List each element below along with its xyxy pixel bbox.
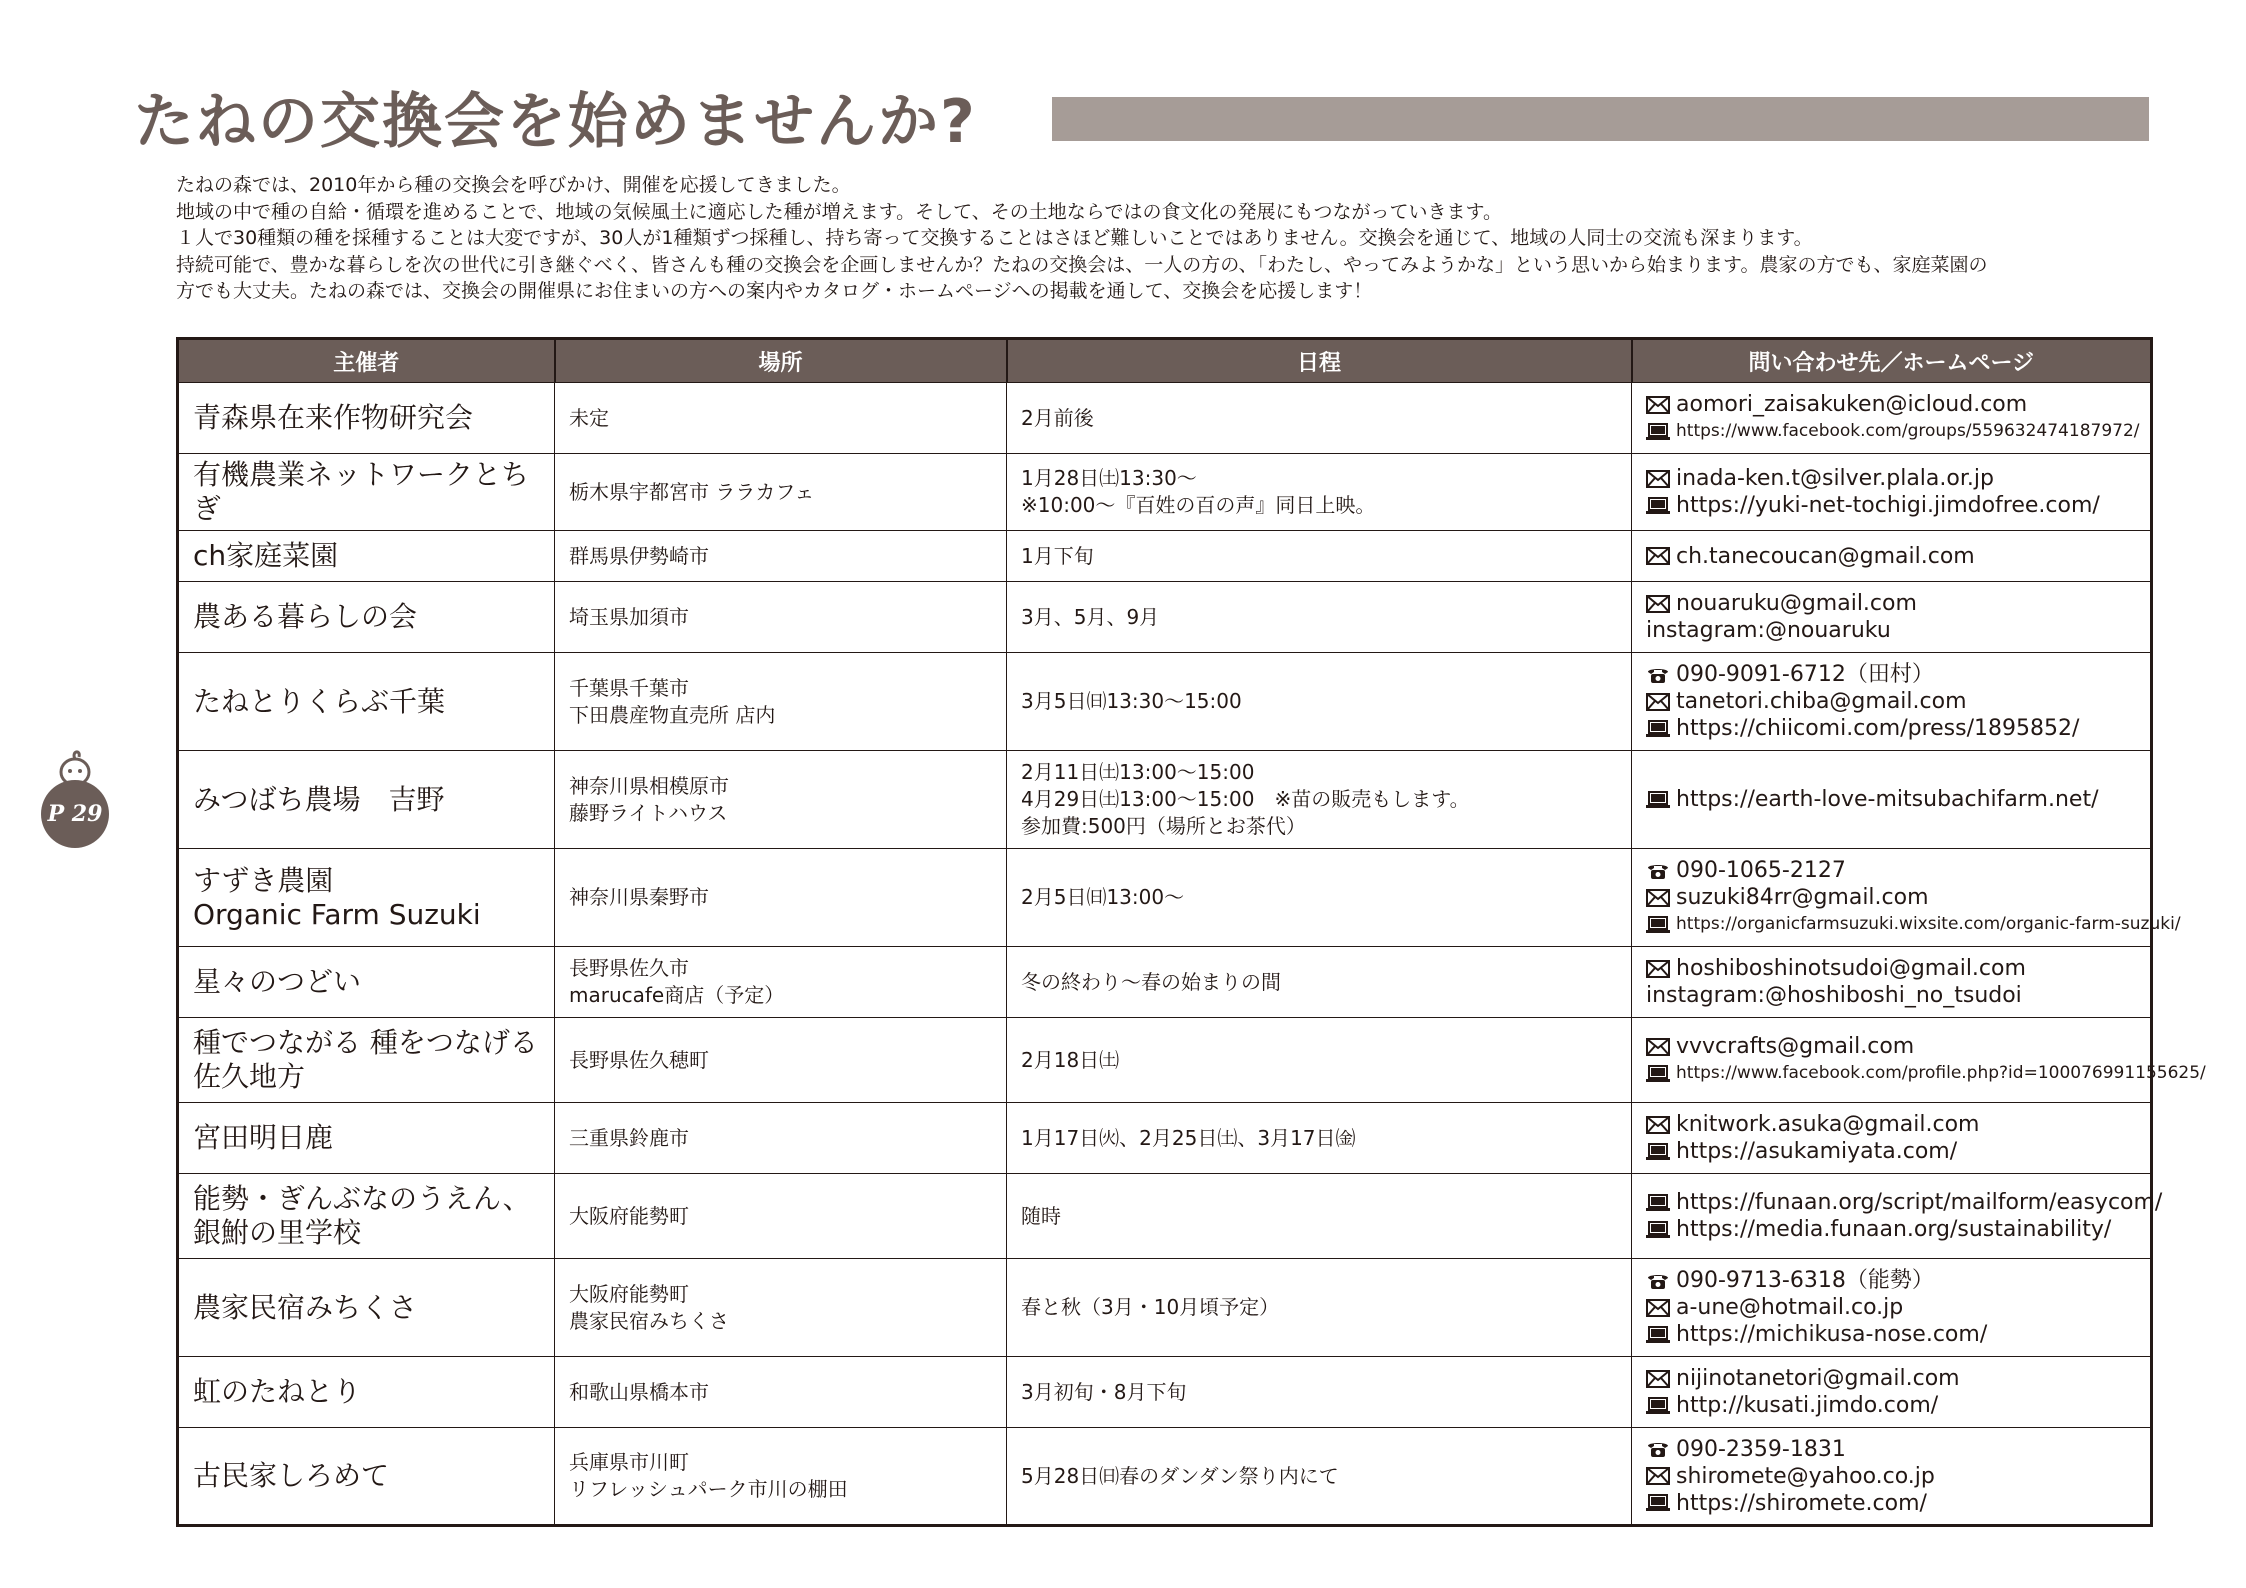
- table-row: [178, 531, 2152, 582]
- website-link[interactable]: https://media.funaan.org/sustainability/: [1676, 1217, 2112, 1242]
- contact-line: [1646, 688, 2136, 715]
- contact-line: [1646, 955, 2136, 982]
- place-cell-line: 兵庫県市川町: [569, 1450, 689, 1474]
- header-place: 場所: [555, 339, 1007, 383]
- website-link[interactable]: https://earth-love-mitsubachifarm.net/: [1676, 787, 2099, 812]
- mail-icon: [1646, 693, 1676, 711]
- schedule-cell: [1007, 454, 1632, 531]
- contact-line: [1646, 1463, 2136, 1490]
- contact-cell: [1632, 947, 2152, 1018]
- computer-icon: [1646, 916, 1676, 934]
- place-cell-line: 神奈川県秦野市: [569, 885, 709, 909]
- contact-cell: [1632, 1018, 2206, 1103]
- table-row: [178, 383, 2152, 454]
- website-link[interactable]: https://shiromete.com/: [1676, 1490, 1927, 1516]
- place-cell-line: 下田農産物直売所 店内: [569, 702, 776, 727]
- schedule-cell-line: 参加費:500円（場所とお茶代）: [1021, 814, 1306, 838]
- intro-line: 方でも大丈夫。たねの森では、交換会の開催県にお住まいの方への案内やカタログ・ホームページへの掲載を通して、交換会を応援します！: [176, 280, 1373, 302]
- organizer-cell: [178, 531, 555, 582]
- place-cell: [555, 1018, 1007, 1103]
- contact-cell: [1632, 849, 2181, 947]
- email-link[interactable]: knitwork.asuka@gmail.com: [1676, 1112, 1980, 1137]
- schedule-cell: [1007, 531, 1632, 582]
- organizer-cell-line: すずき農園: [193, 863, 334, 897]
- schedule-cell-line: 4月29日㈯13:00～15:00 ※苗の販売もします。: [1021, 787, 1470, 811]
- contact-cell: [1632, 1174, 2163, 1259]
- computer-icon: [1646, 1494, 1676, 1512]
- table-row: [178, 582, 2152, 653]
- intro-line: １人で30種類の種を採種することは大変ですが、30人が1種類ずつ採種し、持ち寄って交換することはさほど難しいことではありません。交換会を通じて、地域の人同士の交流も深まります。: [176, 227, 1813, 249]
- phone-number: 090-1065-2127: [1676, 858, 1846, 883]
- contact-cell: [1632, 383, 2152, 454]
- page-number: P 29: [41, 780, 109, 848]
- organizer-cell-line: 能勢・ぎんぶなのうえん、: [193, 1182, 531, 1215]
- place-cell-line: 長野県佐久市: [569, 956, 689, 980]
- website-link[interactable]: https://yuki-net-tochigi.jimdofree.com/: [1676, 493, 2100, 518]
- table-row: [178, 653, 2152, 751]
- computer-icon: [1646, 791, 1676, 809]
- organizer-cell: [178, 1174, 555, 1259]
- organizer-cell-line: みつばち農場 吉野: [193, 782, 445, 816]
- place-cell: [555, 531, 1007, 582]
- email-link[interactable]: hoshiboshinotsudoi@gmail.com: [1676, 956, 2026, 981]
- mail-icon: [1646, 396, 1676, 414]
- schedule-cell-line: 2月11日㈯13:00～15:00: [1021, 760, 1255, 784]
- organizer-cell: [178, 1018, 555, 1103]
- schedule-cell: [1007, 1357, 1632, 1428]
- place-cell: [555, 653, 1007, 751]
- mail-icon: [1646, 470, 1676, 488]
- schedule-cell: [1007, 1259, 1632, 1357]
- page-number-badge: [41, 748, 109, 848]
- organizer-cell-line: 古民家しろめて: [193, 1459, 390, 1492]
- phone-icon: [1646, 1440, 1676, 1458]
- website-link[interactable]: https://asukamiyata.com/: [1676, 1139, 1958, 1164]
- place-cell: [555, 947, 1007, 1018]
- phone-number: 090-9713-6318（能勢）: [1676, 1268, 1934, 1293]
- contact-line: [1646, 391, 2136, 418]
- contact-line: [1646, 1216, 2136, 1243]
- place-cell-line: 埼玉県加須市: [569, 604, 689, 629]
- place-cell-line: 未定: [569, 405, 609, 430]
- organizer-cell: [178, 1259, 555, 1357]
- organizer-cell-line: 虹のたねとり: [193, 1375, 362, 1408]
- email-link[interactable]: ch.tanecoucan@gmail.com: [1676, 543, 1975, 569]
- organizer-cell-line: 農家民宿みちくさ: [193, 1290, 418, 1324]
- place-cell-line: 群馬県伊勢崎市: [569, 543, 709, 568]
- table-row: [178, 751, 2152, 849]
- intro-line: 地域の中で種の自給・循環を進めることで、地域の気候風土に適応した種が増えます。そして、その土地ならではの食文化の発展にもつながっていきます。: [176, 200, 1503, 223]
- place-cell-line: 大阪府能勢町: [569, 1203, 689, 1228]
- schedule-cell-line: 春と秋（3月・10月頃予定）: [1021, 1295, 1280, 1319]
- email-link[interactable]: shiromete@yahoo.co.jp: [1676, 1463, 1935, 1489]
- place-cell-line: リフレッシュパーク市川の棚田: [569, 1477, 848, 1501]
- mail-icon: [1646, 1038, 1676, 1056]
- computer-icon: [1646, 1397, 1676, 1415]
- email-link[interactable]: aomori_zaisakuken@icloud.com: [1676, 392, 2028, 417]
- place-cell-line: 千葉県千葉市: [569, 675, 689, 700]
- table-row: [178, 1174, 2152, 1259]
- mail-icon: [1646, 960, 1676, 978]
- organizer-cell-line: たねとりくらぶ千葉: [193, 684, 446, 718]
- contact-line: [1646, 1490, 2136, 1517]
- schedule-cell-line: 3月、5月、9月: [1021, 604, 1160, 629]
- contact-line: [1646, 715, 2136, 742]
- contact-line: [1646, 590, 2136, 617]
- organizer-cell-line: 青森県在来作物研究会: [193, 401, 474, 434]
- computer-icon: [1646, 1326, 1676, 1344]
- table-row: [178, 454, 2152, 531]
- contact-line: [1646, 1033, 2136, 1060]
- email-link[interactable]: inada-ken.t@silver.plala.or.jp: [1676, 466, 1994, 491]
- place-cell: [555, 1428, 1007, 1526]
- organizer-cell: [178, 1103, 555, 1174]
- organizer-cell-line: 宮田明日鹿: [193, 1121, 334, 1154]
- website-link[interactable]: https://chiicomi.com/press/1895852/: [1676, 716, 2080, 741]
- mail-icon: [1646, 1116, 1676, 1134]
- contact-line: [1646, 1436, 2136, 1463]
- place-cell-line: 三重県鈴鹿市: [569, 1125, 689, 1150]
- table-row: [178, 849, 2152, 947]
- organizer-cell-line: 種でつながる 種をつなげる: [193, 1026, 538, 1059]
- organizer-cell: [178, 751, 555, 849]
- place-cell: [555, 751, 1007, 849]
- place-cell-line: 和歌山県橋本市: [569, 1379, 709, 1404]
- computer-icon: [1646, 423, 1676, 441]
- contact-cell: [1632, 1103, 2152, 1174]
- contact-line: [1646, 1111, 2136, 1138]
- computer-icon: [1646, 720, 1676, 738]
- intro-line: 持続可能で、豊かな暮らしを次の世代に引き継ぐべく、皆さんも種の交換会を企画しませんか？たねの交換会は、一人の方の、「わたし、やってみようかな」という思いから始まります。農家の方でも、家庭菜園の: [176, 253, 1988, 276]
- organizer-cell-line: 星々のつどい: [193, 965, 362, 998]
- contact-line: [1646, 1294, 2136, 1321]
- schedule-cell: [1007, 947, 1632, 1018]
- contact-line: [1646, 1138, 2136, 1165]
- contact-cell: [1632, 1428, 2152, 1526]
- header-schedule: 日程: [1007, 339, 1632, 383]
- contact-cell: [1632, 653, 2152, 751]
- contact-line: [1646, 1267, 2136, 1294]
- contact-line: [1646, 911, 2181, 938]
- schedule-cell: [1007, 383, 1632, 454]
- organizer-cell: [178, 653, 555, 751]
- email-link[interactable]: suzuki84rr@gmail.com: [1676, 885, 1929, 910]
- schedule-cell-line: 2月18日㈯: [1021, 1047, 1120, 1072]
- header-contact: 問い合わせ先／ホームページ: [1632, 339, 2152, 383]
- place-cell-line: 神奈川県相模原市: [569, 773, 729, 798]
- place-cell: [555, 849, 1007, 947]
- table-row: [178, 1259, 2152, 1357]
- email-link[interactable]: a-une@hotmail.co.jp: [1676, 1295, 1904, 1320]
- website-link[interactable]: https://funaan.org/script/mailform/easycom/: [1676, 1190, 2163, 1215]
- contact-line: [1646, 418, 2140, 445]
- place-cell-line: 大阪府能勢町: [569, 1281, 689, 1306]
- organizer-cell: [178, 947, 555, 1018]
- place-cell: [555, 454, 1007, 531]
- schedule-cell-line: 1月下旬: [1021, 543, 1094, 568]
- table-row: [178, 1018, 2152, 1103]
- schedule-cell: [1007, 849, 1632, 947]
- email-link[interactable]: tanetori.chiba@gmail.com: [1676, 689, 1967, 714]
- schedule-cell-line: 1月28日㈯13:30～: [1021, 466, 1197, 490]
- schedule-cell-line: 5月28日㈰春のダンダン祭り内にて: [1021, 1463, 1339, 1488]
- contact-line: [1646, 982, 2136, 1009]
- table-body: [178, 383, 2206, 1526]
- schedule-cell-line: 3月5日㈰13:30～15:00: [1021, 689, 1242, 713]
- contact-line: [1646, 786, 2136, 813]
- contact-line: [1646, 1189, 2163, 1216]
- contact-line: [1646, 857, 2136, 884]
- header-organizer: 主催者: [178, 339, 555, 383]
- schedule-cell-line: 2月前後: [1021, 405, 1094, 430]
- place-cell: [555, 582, 1007, 653]
- contact-line: [1646, 1365, 2136, 1392]
- email-link[interactable]: nijinotanetori@gmail.com: [1676, 1366, 1960, 1391]
- schedule-cell: [1007, 1428, 1632, 1526]
- schedule-cell: [1007, 1174, 1632, 1259]
- intro-text: [176, 172, 2151, 305]
- organizer-cell: [178, 1357, 555, 1428]
- place-cell-line: 長野県佐久穂町: [569, 1047, 709, 1072]
- phone-number: 090-9091-6712（田村）: [1676, 662, 1934, 687]
- title-decoration-bar: [1052, 97, 2149, 141]
- contact-line: [1646, 1321, 2136, 1348]
- place-cell: [555, 1259, 1007, 1357]
- organizer-cell: [178, 849, 555, 947]
- place-cell-line: 栃木県宇都宮市 ララカフェ: [569, 479, 815, 504]
- contact-cell: [1632, 582, 2152, 653]
- mail-icon: [1646, 547, 1676, 565]
- contact-line: [1646, 492, 2136, 519]
- schedule-cell-line: ※10:00～『百姓の百の声』同日上映。: [1021, 493, 1376, 517]
- contact-cell: [1632, 531, 2152, 582]
- computer-icon: [1646, 497, 1676, 515]
- phone-icon: [1646, 1272, 1676, 1290]
- schedule-cell-line: 1月17日㈫、2月25日㈯、3月17日㈮: [1021, 1125, 1356, 1150]
- computer-icon: [1646, 1194, 1676, 1212]
- contact-line: [1646, 465, 2136, 492]
- schedule-cell: [1007, 582, 1632, 653]
- phone-icon: [1646, 666, 1676, 684]
- contact-cell: [1632, 751, 2152, 849]
- mail-icon: [1646, 1370, 1676, 1388]
- schedule-cell-line: 随時: [1021, 1203, 1061, 1228]
- organizer-cell: [178, 582, 555, 653]
- organizer-cell-line: 佐久地方: [193, 1060, 306, 1093]
- table-row: [178, 1103, 2152, 1174]
- sns-account: instagram:@hoshiboshi_no_tsudoi: [1646, 983, 2022, 1008]
- organizer-cell: [178, 383, 555, 454]
- mail-icon: [1646, 889, 1676, 907]
- schedule-cell-line: 3月初旬・8月下旬: [1021, 1379, 1187, 1404]
- sns-account: instagram:@nouaruku: [1646, 618, 1891, 643]
- schedule-cell-line: 冬の終わり～春の始まりの間: [1021, 969, 1281, 994]
- schedule-cell: [1007, 751, 1632, 849]
- organizer-cell-line: ch家庭菜園: [193, 539, 339, 572]
- organizer-cell-line: 銀鮒の里学校: [193, 1216, 362, 1249]
- table-row: [178, 1357, 2152, 1428]
- mail-icon: [1646, 1467, 1676, 1485]
- computer-icon: [1646, 1143, 1676, 1161]
- mail-icon: [1646, 1299, 1676, 1317]
- email-link[interactable]: vvvcrafts@gmail.com: [1676, 1034, 1915, 1059]
- schedule-cell-line: 2月5日㈰13:00～: [1021, 885, 1185, 909]
- phone-icon: [1646, 862, 1676, 880]
- website-link[interactable]: https://organicfarmsuzuki.wixsite.com/organic-farm-suzuki/: [1676, 914, 2181, 934]
- organizer-cell-line: 有機農業ネットワークとちぎ: [193, 458, 530, 525]
- website-link[interactable]: https://www.facebook.com/profile.php?id=100076991155625/: [1676, 1063, 2206, 1083]
- place-cell: [555, 1174, 1007, 1259]
- computer-icon: [1646, 1221, 1676, 1239]
- place-cell-line: 農家民宿みちくさ: [569, 1308, 729, 1333]
- contact-line: [1646, 1060, 2206, 1087]
- page-title: たねの交換会を始めませんか?: [134, 87, 977, 157]
- organizer-cell: [178, 1428, 555, 1526]
- phone-number: 090-2359-1831: [1676, 1436, 1846, 1462]
- schedule-cell: [1007, 1018, 1632, 1103]
- contact-line: [1646, 884, 2136, 911]
- contact-cell: [1632, 454, 2152, 531]
- website-link[interactable]: http://kusati.jimdo.com/: [1676, 1393, 1939, 1418]
- website-link[interactable]: https://www.facebook.com/groups/559632474187972/: [1676, 421, 2140, 441]
- intro-line: たねの森では、2010年から種の交換会を呼びかけ、開催を応援してきました。: [176, 174, 851, 196]
- website-link[interactable]: https://michikusa-nose.com/: [1676, 1322, 1988, 1347]
- contact-line: [1646, 543, 2136, 570]
- table-row: [178, 1428, 2152, 1526]
- place-cell: [555, 1357, 1007, 1428]
- contact-cell: [1632, 1357, 2152, 1428]
- contact-line: [1646, 617, 2136, 644]
- schedule-cell: [1007, 1103, 1632, 1174]
- email-link[interactable]: nouaruku@gmail.com: [1676, 591, 1917, 616]
- place-cell-line: marucafe商店（予定）: [569, 983, 785, 1007]
- mail-icon: [1646, 595, 1676, 613]
- computer-icon: [1646, 1065, 1676, 1083]
- place-cell-line: 藤野ライトハウス: [569, 800, 728, 825]
- place-cell: [555, 383, 1007, 454]
- place-cell: [555, 1103, 1007, 1174]
- table-header-row: [178, 339, 2152, 383]
- table-row: [178, 947, 2152, 1018]
- organizer-cell: [178, 454, 555, 531]
- contact-line: [1646, 661, 2136, 688]
- schedule-cell: [1007, 653, 1632, 751]
- exchange-events-table: [176, 337, 2206, 1527]
- organizer-cell-line: Organic Farm Suzuki: [193, 897, 481, 931]
- contact-cell: [1632, 1259, 2152, 1357]
- organizer-cell-line: 農ある暮らしの会: [193, 600, 418, 633]
- contact-line: [1646, 1392, 2136, 1419]
